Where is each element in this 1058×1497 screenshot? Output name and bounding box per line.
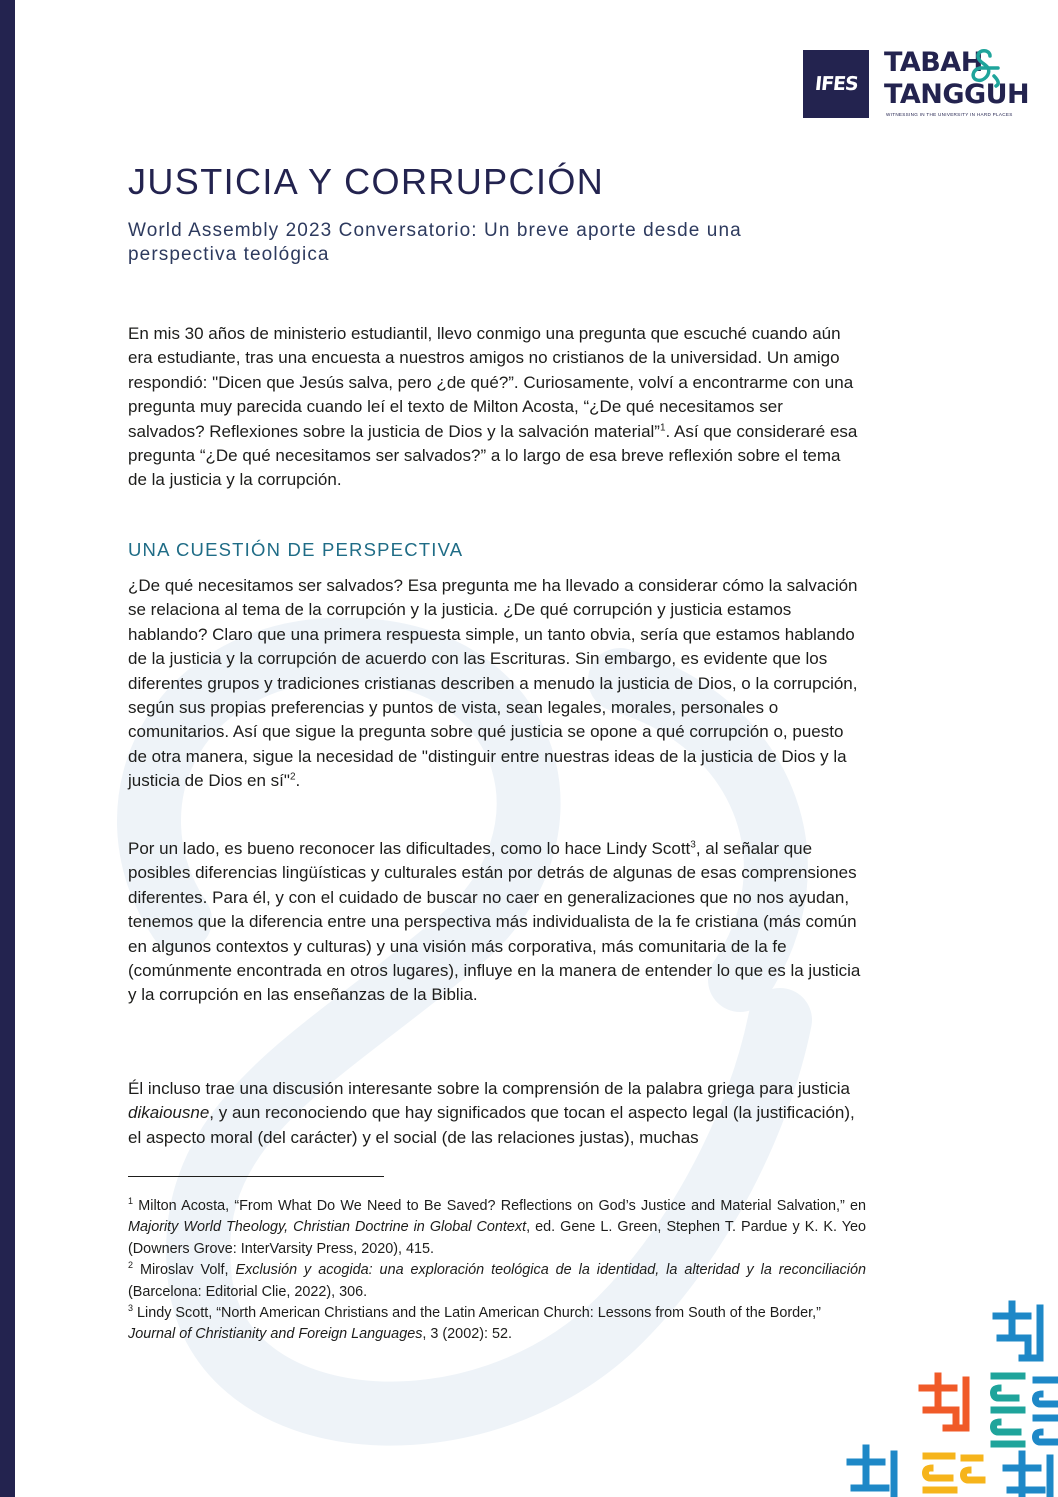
glyph-blue-bottom-left: [850, 1448, 894, 1497]
decorative-glyph-pattern: [846, 1298, 1058, 1497]
ifes-logo: [803, 50, 869, 118]
tabah-tangguh-logo: [884, 46, 1030, 120]
ifes-logo-text: IFES: [813, 73, 859, 95]
page-subtitle: World Assembly 2023 Conversatorio: Un breve aporte desde una perspectiva teológica: [128, 220, 742, 265]
ampersand-icon: [968, 46, 1002, 88]
footnote-3-pre: Lindy Scott, “North American Christians and the Latin American Church: Lessons from South of the Border,”: [133, 1305, 821, 1322]
footnote-2-post: (Barcelona: Editorial Clie, 2022), 306.: [128, 1283, 368, 1300]
p4-text-a: Él incluso trae una discusión interesante sobre la comprensión de la palabra griega para justicia: [128, 1079, 850, 1098]
body-paragraph-2: [128, 574, 863, 794]
body-paragraph-1: [128, 322, 863, 493]
p4-greek-term: dikaiousne: [128, 1103, 210, 1123]
glyph-orange: [922, 1376, 966, 1428]
footnote-2: [128, 1260, 866, 1303]
footnote-ref-3[interactable]: 3: [690, 839, 696, 851]
glyph-blue-top: [996, 1304, 1040, 1358]
footnote-2-number: 2: [128, 1260, 134, 1271]
footnote-ref-2[interactable]: 2: [289, 771, 296, 783]
footnote-3-italic: Journal of Christianity and Foreign Languages: [128, 1326, 423, 1343]
glyph-teal: [994, 1376, 1023, 1444]
p2-text-a: ¿De qué necesitamos ser salvados? Esa pregunta me ha llevado a considerar cómo la salvación se relaciona al tema de la corrupción y la justicia. ¿De qué corrupción y justicia estamos hablando? Claro que una primera respuesta simple, un tanto obvia, sería que estamos hablando de la justicia y la corrupción de acuerdo con las Escrituras. Sin embargo, es evidente que los diferentes grupos y tradiciones cristianas describen a menudo la justicia de Dios, o la corrupción, según sus propias preferencias y puntos de vista, sean legales, morales, personales o comunitarios. Así que sigue la pregunta sobre qué justicia se opone a qué corrupción o, puesto de otra manera, sigue la necesidad de "distinguir entre nuestras ideas de la justicia de Dios y la justicia de Dios en sí": [128, 576, 858, 791]
footnote-1: [128, 1196, 866, 1260]
p1-text-a: En mis 30 años de ministerio estudiantil, llevo conmigo una pregunta que escuché cuando aún era estudiante, tras una encuesta a nuestros amigos no cristianos de la universidad. Un amigo respondió: "Dicen que Jesús salva, pero ¿de qué?”. Curiosamente, volví a encontrarme con una pregunta muy parecida cuando leí el texto de Milton Acosta, “¿De qué necesitamos ser salvados? Reflexiones sobre la justicia de Dios y la salvación material”: [128, 324, 854, 441]
footnotes: [128, 1196, 866, 1346]
tt-logo-word-tabah: TABAH: [884, 47, 983, 78]
glyph-blue-bottom-right: [1006, 1454, 1050, 1497]
p2-text-b: .: [295, 771, 301, 791]
footnote-1-post: , ed. Gene L. Green, Stephen T. Pardue y K. K. Yeo (Downers Grove: InterVarsity Press, 2020), 415.: [128, 1219, 866, 1257]
glyph-blue-right: [1036, 1380, 1057, 1442]
tt-logo-word-tangguh: TANGGUH: [884, 79, 1030, 110]
footnote-2-pre: Miroslav Volf,: [133, 1262, 236, 1279]
footnote-3-number: 3: [128, 1303, 134, 1314]
footnote-ref-1[interactable]: 1: [659, 421, 666, 433]
p3-text-a: Por un lado, es bueno reconocer las dificultades, como lo hace Lindy Scott: [128, 839, 691, 858]
page-title: JUSTICIA Y CORRUPCIÓN: [128, 161, 605, 202]
footnote-3-post: , 3 (2002): 52.: [422, 1326, 512, 1343]
body-paragraph-4: [128, 1077, 863, 1150]
p4-text-b: , y aun reconociendo que hay significados que tocan el aspecto legal (la justificación), el aspecto moral (del carácter) y el social (de las relaciones justas), muchas: [128, 1103, 855, 1147]
tt-logo-tagline: WITNESSING IN THE UNIVERSITY IN HARD PLACES: [886, 112, 1013, 117]
p3-text-b: , al señalar que posibles diferencias lingüísticas y culturales están por detrás de algunas de esas comprensiones diferentes. Para él, y con el cuidado de buscar no caer en generalizaciones que no nos ayudan, tenemos que la diferencia entre una perspectiva más individualista de la fe cristiana (más común en algunos contextos y culturas) y una visión más corporativa, más comunitaria de la fe (comúnmente encontrada en otros lugares), influye en la manera de entender lo que es la justicia y la corrupción en las enseñanzas de la Biblia.: [128, 839, 861, 1005]
footnote-1-number: 1: [128, 1196, 134, 1207]
footnote-separator: [128, 1176, 384, 1177]
section-heading: UNA CUESTIÓN DE PERSPECTIVA: [128, 539, 464, 560]
body-paragraph-3: [128, 837, 863, 1008]
p1-text-b: . Así que consideraré esa pregunta “¿De qué necesitamos ser salvados?” a lo largo de esa breve reflexión sobre el tema de la justicia y la corrupción.: [128, 421, 858, 490]
footnote-2-italic: Exclusión y acogida: una exploración teológica de la identidad, la alteridad y la reconciliación: [235, 1262, 866, 1279]
glyph-yellow: [926, 1456, 983, 1490]
footnote-1-pre: Milton Acosta, “From What Do We Need to Be Saved? Reflections on God’s Justice and Material Salvation,” en: [133, 1198, 866, 1214]
left-accent-bar: [0, 0, 15, 1497]
footnote-1-italic: Majority World Theology, Christian Doctrine in Global Context: [128, 1219, 527, 1236]
footnote-3: [128, 1303, 866, 1346]
